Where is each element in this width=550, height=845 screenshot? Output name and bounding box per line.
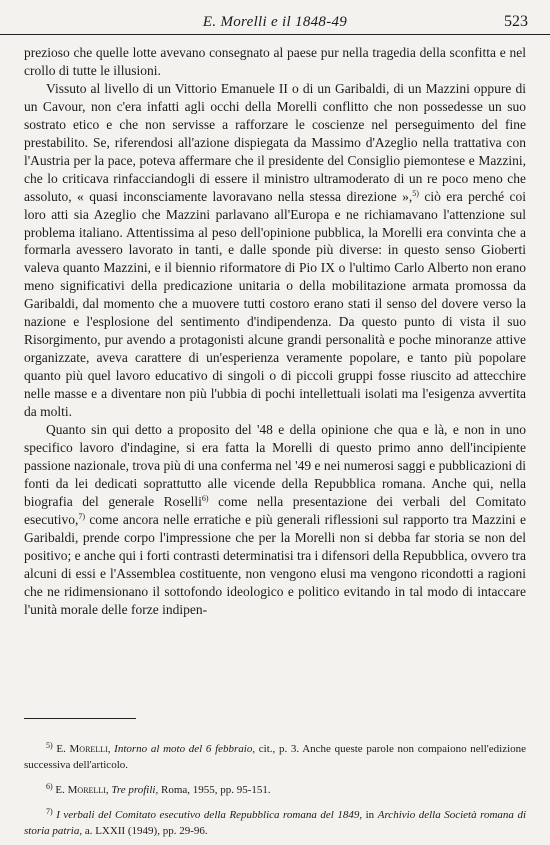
footnote-5-rest: cit., p. 3. Anche queste parole non compaiono nell'edizione successiva dell'articolo. [24, 743, 527, 771]
paragraph-3-text-b: come nella presentazione dei verbali del Comitato esecutivo, [24, 493, 526, 527]
paragraph-1 [24, 44, 526, 80]
footnote-7-mark: 7) [46, 807, 53, 816]
footnote-7-rest: a. LXXII (1949), pp. 29-96. [82, 825, 208, 837]
footnotes [24, 738, 526, 845]
running-head-title: E. Morelli e il 1848-49 [202, 14, 348, 30]
footnote-6-rest: Roma, 1955, pp. 95-151. [158, 784, 271, 796]
footnote-divider [24, 718, 136, 719]
paragraph-3 [24, 421, 526, 618]
paragraph-1-text: prezioso che quelle lotte avevano consegnato al paese pur nella tragedia della sconfitta e nel crollo di tutte le illusioni. [24, 45, 526, 78]
footnote-5-author: E. Morelli, [56, 743, 111, 755]
paragraph-3-text-a: Quanto sin qui detto a proposito del '48 e della opinione che qua e là, e non in uno specifico lavoro d'indagine, si era fatta la Morelli di questo primo anno dell'incipiente passione nazionale, trova più di una conferma nel '49 e nei numerosi saggi e pubblicazioni di fonti da lei dedicati soprattutto alle vicende della Repubblica romana. Anche qui, nella biografia del generale Roselli [24, 422, 526, 509]
page-number: 523 [504, 13, 528, 30]
footnote-5-mark: 5) [46, 741, 53, 750]
footnote-7-title: I verbali del Comitato esecutivo della Repubblica romana del 1849, [56, 809, 363, 821]
footnote-ref-5: 5) [412, 188, 419, 198]
footnote-5 [24, 738, 526, 773]
footnote-5-title: Intorno al moto del 6 febbraio, [114, 743, 256, 755]
footnote-7 [24, 804, 526, 839]
footnote-6-title: Tre profili, [111, 784, 159, 796]
body-text [24, 44, 526, 619]
footnote-6-author: E. Morelli, [55, 784, 109, 796]
footnote-ref-6: 6) [201, 493, 209, 503]
footnote-ref-7: 7) [78, 511, 86, 521]
footnote-6 [24, 779, 526, 798]
paragraph-3-text-c: come ancora nelle erratiche e più generali riflessioni sul rapporto tra Mazzini e Garibaldi, prende corpo l'impressione che per la Morelli non si debba far storia se non del positivo; e anche qui i forti contrasti determinatisi tra i difensori della Repubblica, ovvero tra alcuni di essi e l'Assemblea costituente, non vengono elusi ma vengono ricondotti a ragioni che ne ridimensionano il sottofondo ideologico e politico evitando in tal modo di intaccare l'unità morale delle forze indipen- [24, 511, 526, 617]
paragraph-2-text-a: Vissuto al livello di un Vittorio Emanuele II o di un Garibaldi, di un Mazzini oppure di un Cavour, non c'era infatti agli occhi della Morelli conflitto che non possedesse un suo sostrato etico e che non servisse a rafforzare le coscienze nel perseguimento del fine prestabilito. Se, riferendosi all'azione dispiegata da Massimo d'Azeglio nella trattativa con l'Austria per la pace, poteva affermare che il presidente del Consiglio piemontese e Mazzini, che lo criticava rinfacciandogli di essere il ministro ultramoderato di un re poco meno che assoluto, « quasi inconsciamente lavoravano nella stessa direzione », [24, 80, 526, 204]
footnote-6-mark: 6) [46, 782, 53, 791]
running-head [0, 12, 550, 35]
footnote-7-mid: in [362, 809, 378, 821]
footnote-7-journal: Archivio della Società romana di storia patria, [24, 809, 527, 837]
paragraph-2-text-b: ciò era perché coi loro atti sia Azeglio che Mazzini parlavano all'Europa e ne richiamavano l'attenzione sul problema italiano. Attentissima al peso dell'opinione pubblica, la Morelli era convinta che a formarla avessero lavorato in tanti, e dalle sponde più diverse: in questo senso Gioberti valeva quanto Mazzini, e il biennio riformatore di Pio IX o l'ultimo Carlo Alberto non erano meno significativi della predicazione unitaria o della mobilitazione armata promossa da Garibaldi, dal momento che a muovere tutti costoro erano stati il senso del dovere verso la nazione e l'esplosione del sentimento d'indipendenza. Da questo punto di vista il suo Risorgimento, pur avendo a protagonisti alcune grandi personalità e poche minoranze attive organizzate, aveva carattere di un'esperienza veramente popolare, e tanto più popolare quanto più quel lavoro educativo di singoli o di piccoli gruppi fosse riuscito ad attecchire nelle masse e a diventare non più l'ubbia di pochi intellettuali isolati ma l'esigenza avvertita da molti. [24, 188, 527, 420]
paragraph-2 [24, 80, 526, 421]
